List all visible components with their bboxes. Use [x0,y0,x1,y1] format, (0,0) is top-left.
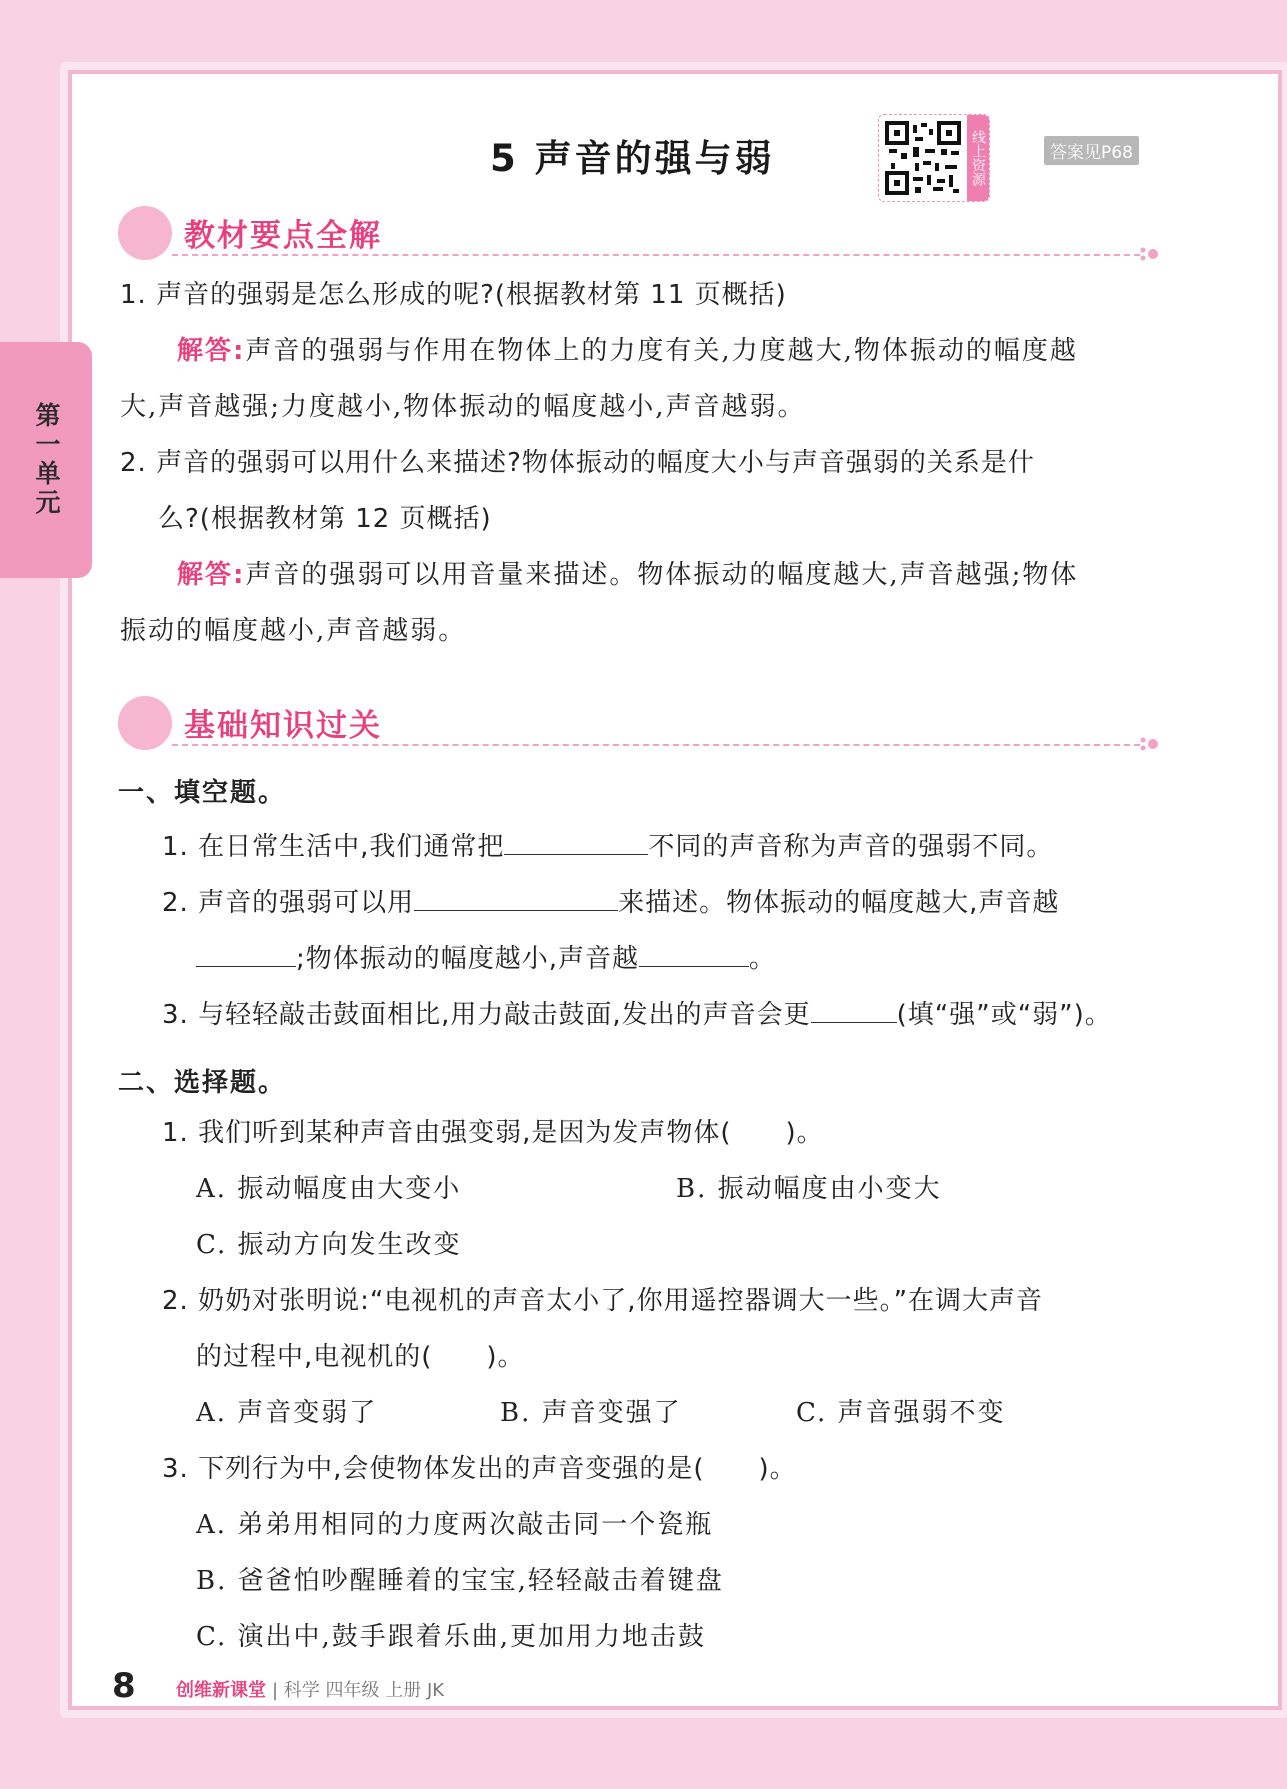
unit-side-tab [0,342,92,578]
answer-line [177,336,1078,367]
dots-icon [1138,736,1160,752]
option-b[interactable]: B. 爸爸怕吵醒睡着的宝宝,轻轻敲击着键盘 [196,1566,724,1596]
dashed-rule [172,744,1140,746]
section-heading: 基础知识过关 [184,708,382,744]
choice-question-3: 3. 下列行为中,会使物体发出的声音变强的是( )。 [162,1454,797,1484]
qr-code-icon [885,121,961,195]
option-b[interactable]: B. 声音变强了 [500,1398,682,1428]
fill-question-2 [162,884,1059,919]
page-number: 8 [112,1666,136,1706]
section-basic-knowledge [118,692,1160,752]
answer-text: 声音的强弱与作用在物体上的力度有关,力度越大,物体振动的幅度越 [245,336,1078,366]
answer-blank[interactable] [504,828,648,855]
question-text: 1. 在日常生活中,我们通常把 [162,832,505,862]
answer-text: 大,声音越强;力度越小,物体振动的幅度越小,声音越弱。 [120,392,806,422]
answer-blank[interactable] [414,884,618,911]
answer-text: 声音的强弱可以用音量来描述。物体振动的幅度越大,声音越强;物体 [245,560,1079,590]
question-text: 。 [749,944,777,974]
unit-label: 第一单元 [32,402,61,518]
mascot-icon [118,696,172,750]
fill-question-2-cont [196,940,776,975]
dots-icon [1138,246,1160,262]
qr-resource-label: 线上资源 [967,115,989,201]
question-text: 来描述。物体振动的幅度越大,声音越 [618,888,1060,918]
question-text: 2. 声音的强弱可以用 [162,888,415,918]
dashed-rule [172,254,1140,256]
question-text: 3. 与轻轻敲击鼓面相比,用力敲击鼓面,发出的声音会更 [162,1000,811,1030]
fill-question-3 [162,996,1112,1031]
choice-question-2-cont: 的过程中,电视机的( )。 [196,1342,525,1372]
footer-book-info: | 科学 四年级 上册 JK [272,1680,445,1701]
fill-question-1 [162,828,1053,863]
answer-label: 解答: [177,560,246,590]
answer-line [177,560,1078,591]
question-text: (填“强”或“弱”)。 [896,1000,1112,1030]
answer-text: 振动的幅度越小,声音越弱。 [120,616,467,646]
answer-blank[interactable] [196,940,296,967]
question-text: 1. 声音的强弱是怎么形成的呢?(根据教材第 11 页概括) [120,280,787,310]
answer-reference-badge: 答案见P68 [1044,136,1139,165]
answer-label: 解答: [177,336,246,366]
option-a[interactable]: A. 声音变弱了 [196,1398,378,1428]
option-c[interactable]: C. 演出中,鼓手跟着乐曲,更加用力地击鼓 [196,1622,707,1652]
answer-blank[interactable] [639,940,749,967]
qr-code-box[interactable] [878,114,990,202]
question-text: 2. 声音的强弱可以用什么来描述?物体振动的幅度大小与声音强弱的关系是什 [120,448,1035,478]
answer-blank[interactable] [811,996,897,1023]
option-a[interactable]: A. 振动幅度由大变小 [196,1174,462,1204]
option-b[interactable]: B. 振动幅度由小变大 [676,1174,942,1204]
question-text: ;物体振动的幅度越小,声音越 [296,944,640,974]
choice-question-2: 2. 奶奶对张明说:“电视机的声音太小了,你用遥控器调大一些。”在调大声音 [162,1286,1044,1316]
section-textbook-points [118,202,1160,262]
question-text: 么?(根据教材第 12 页概括) [158,504,492,534]
section-heading: 教材要点全解 [184,218,382,254]
choice-question-1: 1. 我们听到某种声音由强变弱,是因为发声物体( )。 [162,1118,824,1148]
page-title: 5 声音的强与弱 [490,137,775,180]
fill-blank-title: 一、填空题。 [118,778,287,808]
footer-brand: 创维新课堂 [176,1680,266,1701]
option-c[interactable]: C. 振动方向发生改变 [196,1230,462,1260]
option-c[interactable]: C. 声音强弱不变 [796,1398,1006,1428]
mascot-icon [118,206,172,260]
question-text: 不同的声音称为声音的强弱不同。 [648,832,1054,862]
option-a[interactable]: A. 弟弟用相同的力度两次敲击同一个瓷瓶 [196,1510,714,1540]
choice-title: 二、选择题。 [118,1068,287,1098]
